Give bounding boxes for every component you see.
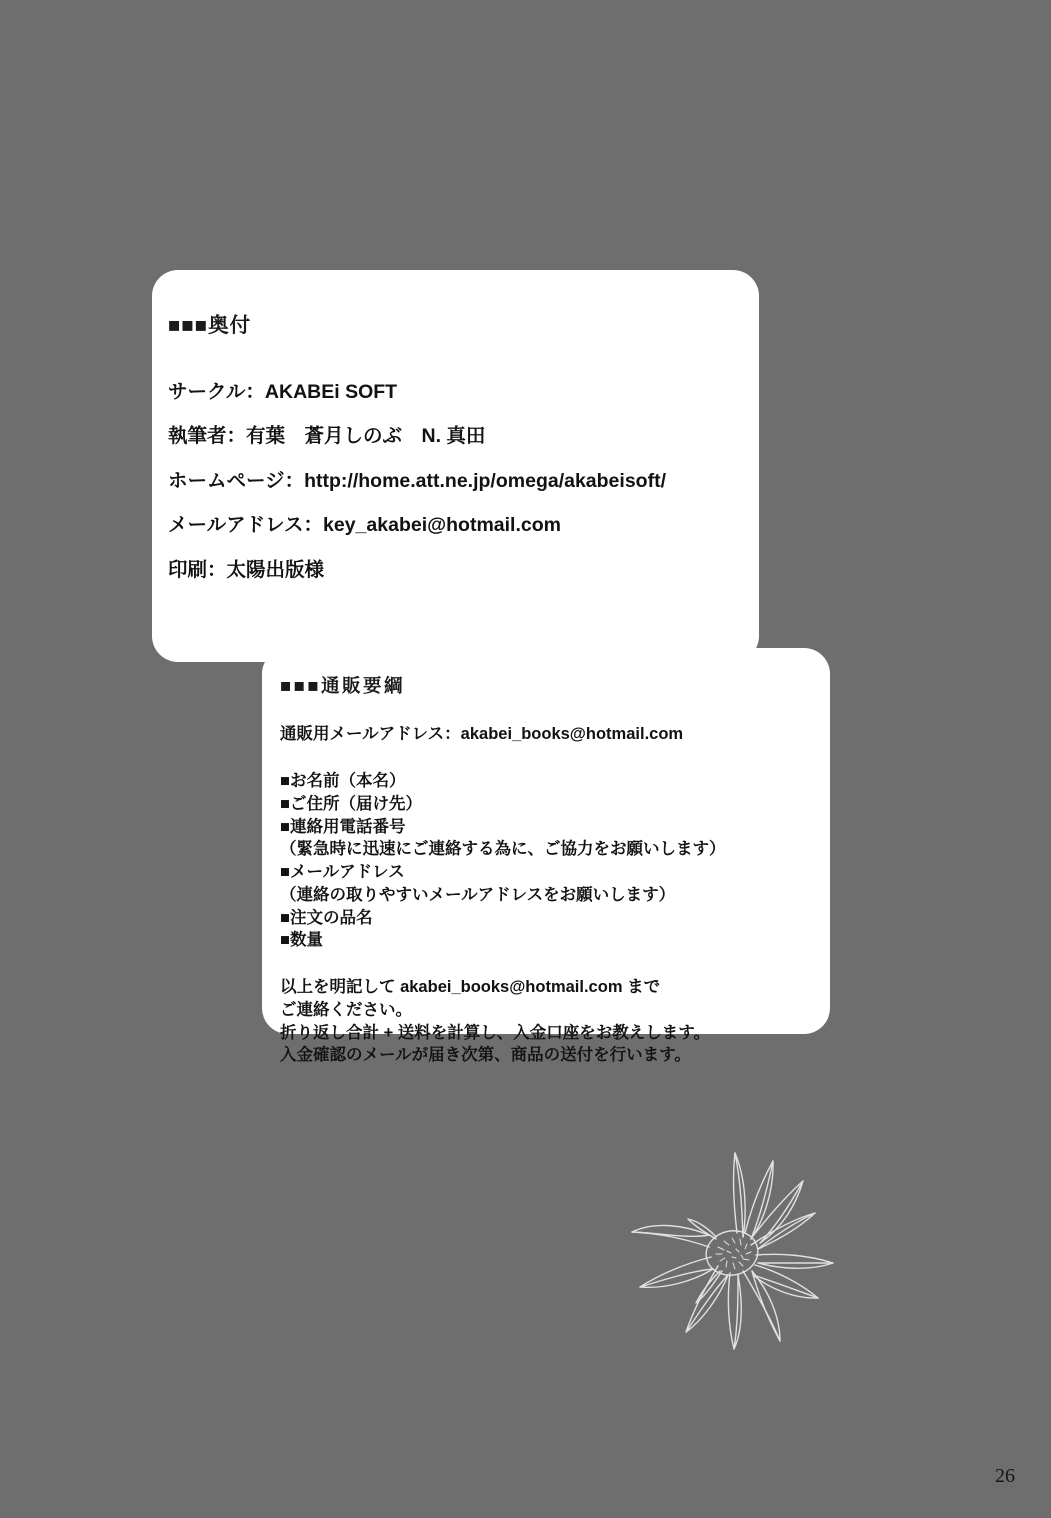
colophon-circle: サークル：AKABEi SOFT — [168, 380, 398, 403]
page-number: 26 — [995, 1465, 1015, 1487]
colophon-printer: 印刷：太陽出版様 — [168, 558, 325, 581]
mail-order-footer — [280, 976, 830, 1067]
list-item: ■注文の品名 — [280, 908, 373, 927]
mail-order-required-items — [280, 770, 830, 952]
mail-order-address: 通販用メールアドレス：akabei_books@hotmail.com — [280, 725, 684, 743]
list-item: 折り返し合計 + 送料を計算し、入金口座をお教えします。 — [280, 1023, 710, 1042]
colophon-email: メールアドレス：key_akabei@hotmail.com — [168, 514, 561, 537]
colophon-authors: 執筆者：有葉 蒼月しのぶ N. 真田 — [168, 425, 486, 448]
list-item: ■メールアドレス — [280, 863, 405, 882]
list-item: （連絡の取りやすいメールアドレスをお願いします） — [280, 885, 676, 904]
list-item: ■お名前（本名） — [280, 772, 406, 790]
list-item: ご連絡ください。 — [280, 1000, 412, 1019]
mail-order-heading: ■■■通販要綱 — [280, 675, 406, 696]
list-item: 以上を明記して akabei_books@hotmail.com まで — [280, 978, 661, 997]
list-item: ■数量 — [280, 931, 323, 950]
list-item: ■ご住所（届け先） — [280, 794, 422, 813]
flower-icon — [610, 1135, 870, 1380]
colophon-heading: ■■■奥付 — [168, 314, 252, 337]
colophon-homepage: ホームページ：http://home.att.ne.jp/omega/akabeisoft/ — [168, 469, 666, 492]
mail-order-panel — [262, 648, 830, 1065]
colophon-panel — [152, 270, 759, 662]
colophon-lines — [168, 380, 759, 581]
list-item: （緊急時に迅速にご連絡する為に、ご協力をお願いします） — [280, 840, 726, 859]
list-item: 入金確認のメールが届き次第、商品の送付を行います。 — [280, 1046, 691, 1065]
list-item: ■連絡用電話番号 — [280, 817, 406, 836]
